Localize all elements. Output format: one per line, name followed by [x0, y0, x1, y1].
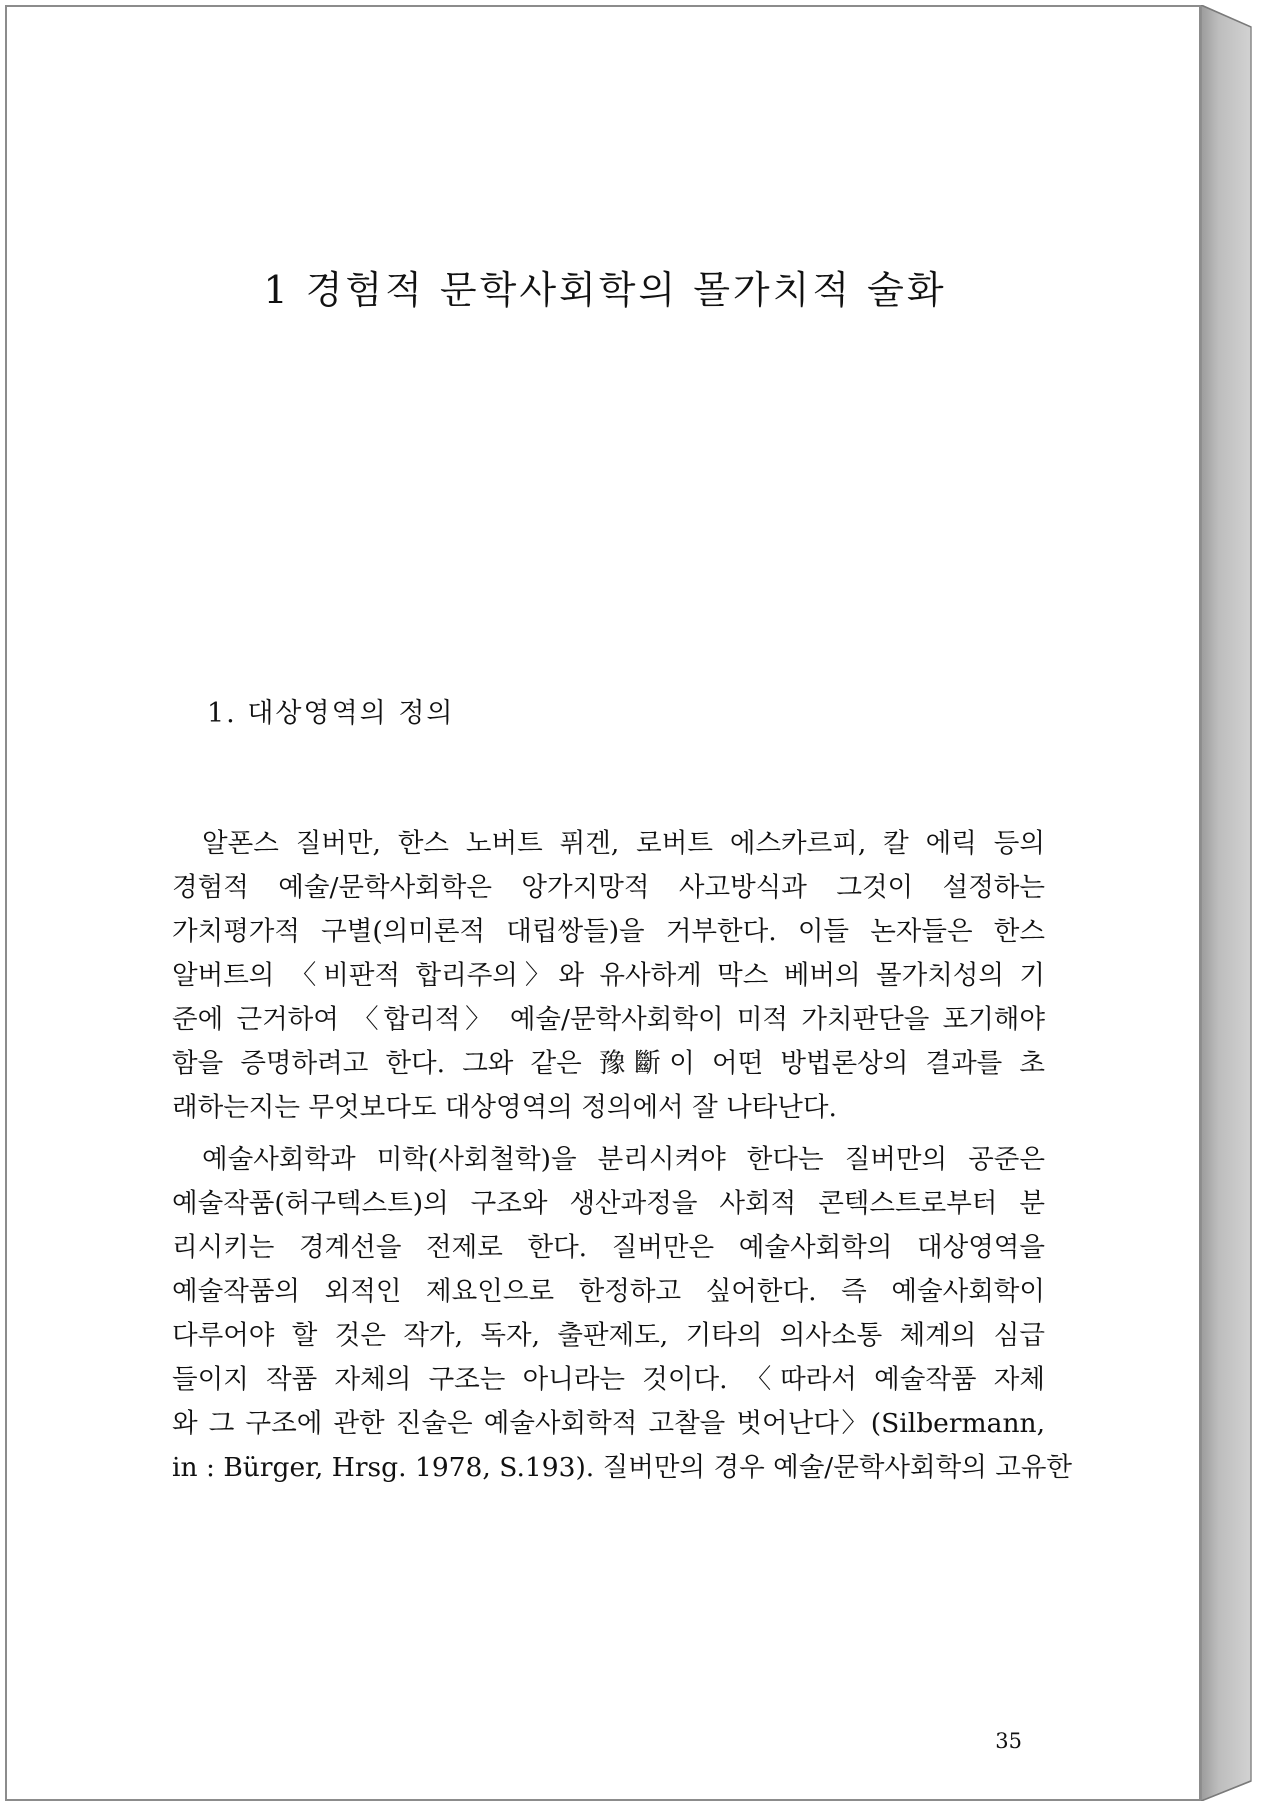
page-number: 35: [995, 1729, 1022, 1753]
text-line: 예술작품의 외적인 제요인으로 한정하고 싶어한다. 즉 예술사회학이: [172, 1276, 1045, 1307]
text-line: 예술사회학과 미학(사회철학)을 분리시켜야 한다는 질버만의 공준은: [202, 1144, 1045, 1175]
text-line: 래하는지는 무엇보다도 대상영역의 정의에서 잘 나타난다.: [172, 1092, 837, 1123]
chapter-title: 1 경험적 문학사회학의 몰가치적 술화: [263, 268, 947, 312]
book-page-edge: [1201, 5, 1259, 1801]
text-line: 함을 증명하려고 한다. 그와 같은 豫斷이 어떤 방법론상의 결과를 초: [172, 1048, 1045, 1079]
text-line: 준에 근거하여 〈합리적〉 예술/문학사회학이 미적 가치판단을 포기해야: [172, 1004, 1045, 1035]
paragraph-1: [172, 822, 1045, 1130]
text-line: 다루어야 할 것은 작가, 독자, 출판제도, 기타의 의사소통 체계의 심급: [172, 1320, 1045, 1351]
text-line: 리시키는 경계선을 전제로 한다. 질버만은 예술사회학의 대상영역을: [172, 1232, 1045, 1263]
text-line: 예술작품(허구텍스트)의 구조와 생산과정을 사회적 콘텍스트로부터 분: [172, 1188, 1045, 1219]
text-line: in : Bürger, Hrsg. 1978, S.193). 질버만의 경우 예술/문학사회학의 고유한: [172, 1452, 1073, 1483]
text-line: 와 그 구조에 관한 진술은 예술사회학적 고찰을 벗어난다〉(Silbermann,: [172, 1408, 1045, 1439]
text-line: 경험적 예술/문학사회학은 앙가지망적 사고방식과 그것이 설정하는: [172, 872, 1045, 903]
text-line: 들이지 작품 자체의 구조는 아니라는 것이다. 〈따라서 예술작품 자체: [172, 1364, 1045, 1395]
section-heading: 1. 대상영역의 정의: [207, 698, 455, 729]
text-line: 가치평가적 구별(의미론적 대립쌍들)을 거부한다. 이들 논자들은 한스: [172, 916, 1045, 947]
text-line: 알폰스 질버만, 한스 노버트 퓌겐, 로버트 에스카르피, 칼 에릭 등의: [202, 828, 1045, 859]
text-line: 알버트의 〈비판적 합리주의〉와 유사하게 막스 베버의 몰가치성의 기: [172, 960, 1045, 991]
book-page: [5, 5, 1201, 1801]
paragraph-2: [172, 1138, 1073, 1490]
